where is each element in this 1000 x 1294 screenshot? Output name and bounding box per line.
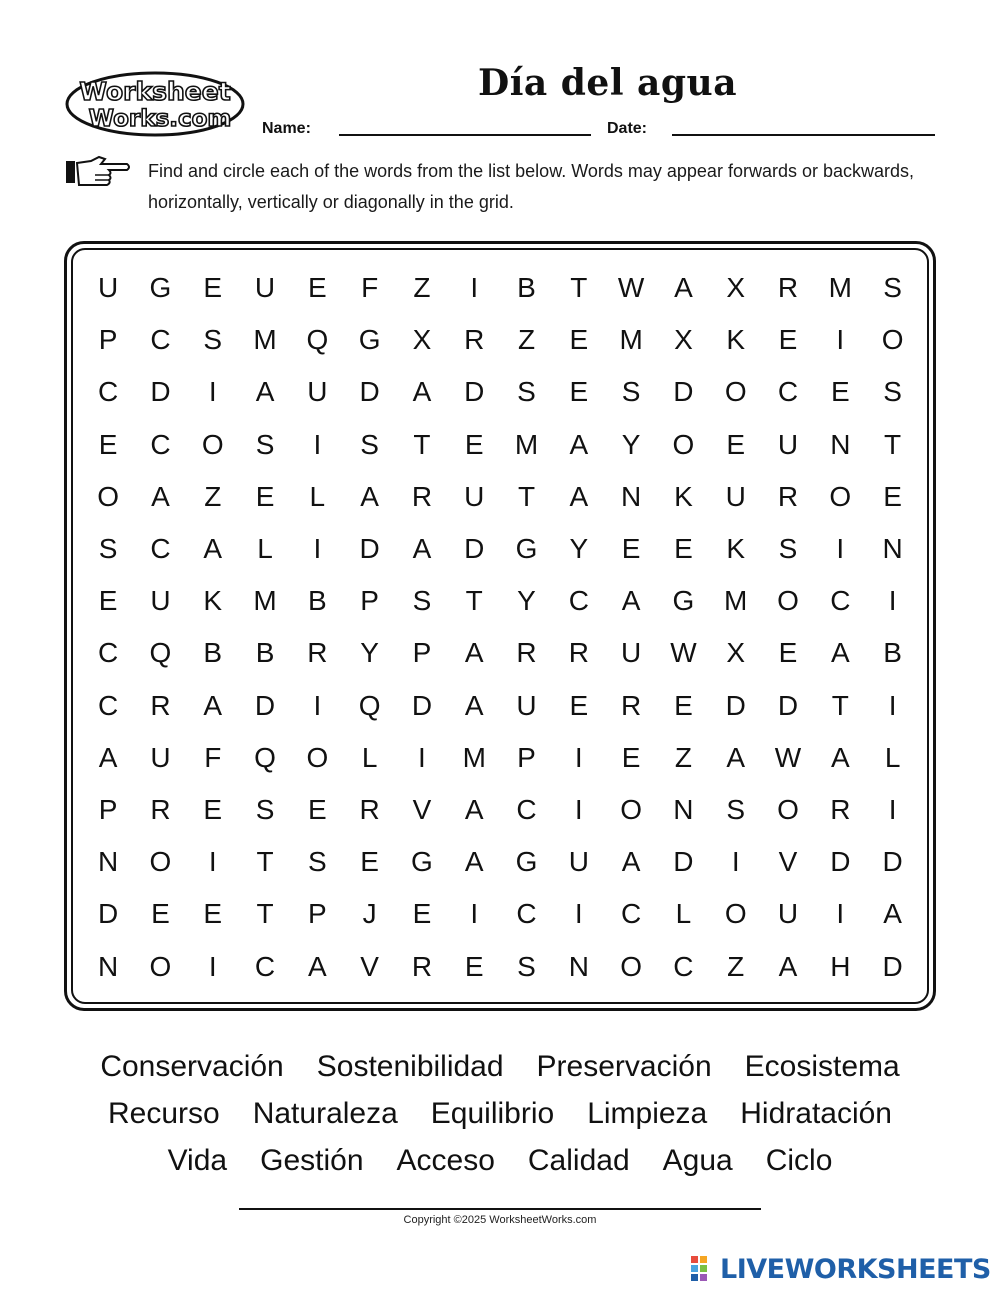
grid-letter[interactable]: L xyxy=(257,533,273,565)
word-search-grid[interactable] xyxy=(82,262,920,992)
grid-letter[interactable]: E xyxy=(151,898,170,930)
grid-letter[interactable]: G xyxy=(358,324,381,356)
grid-letter[interactable]: E xyxy=(674,689,693,721)
grid-letter[interactable]: D xyxy=(882,950,903,982)
grid-letter[interactable]: O xyxy=(829,480,852,512)
grid-letter[interactable]: X xyxy=(412,324,432,356)
word-list xyxy=(50,1043,950,1184)
grid-letter[interactable]: M xyxy=(462,741,486,773)
grid-letter[interactable]: I xyxy=(836,898,845,930)
grid-letter[interactable]: O xyxy=(620,950,642,982)
grid-letter[interactable]: R xyxy=(777,480,799,512)
grid-letter[interactable]: I xyxy=(574,793,583,825)
grid-letter[interactable]: T xyxy=(256,846,274,878)
grid-letter[interactable]: I xyxy=(888,793,897,825)
grid-letter[interactable]: A xyxy=(203,689,223,721)
grid-letter[interactable]: D xyxy=(464,376,485,408)
grid-letter[interactable]: T xyxy=(570,272,588,304)
liveworksheets-logo-icon xyxy=(690,1255,716,1283)
grid-letter[interactable]: H xyxy=(830,950,851,982)
page-title: Día del agua xyxy=(478,62,738,104)
grid-letter[interactable]: F xyxy=(204,741,222,773)
grid-letter[interactable]: M xyxy=(828,272,852,304)
grid-letter[interactable]: E xyxy=(830,376,850,408)
grid-letter[interactable]: D xyxy=(673,376,694,408)
grid-letter[interactable]: V xyxy=(412,793,432,825)
grid-letter[interactable]: W xyxy=(617,272,645,304)
grid-letter[interactable]: S xyxy=(98,533,118,565)
grid-letter[interactable]: O xyxy=(777,793,799,825)
grid-letter[interactable]: S xyxy=(517,950,536,982)
grid-letter[interactable]: O xyxy=(777,585,799,617)
grid-letter[interactable]: P xyxy=(517,741,536,773)
grid-letter[interactable]: N xyxy=(830,428,851,460)
word-list-item: Hidratación xyxy=(740,1097,892,1130)
grid-letter[interactable]: E xyxy=(307,793,327,825)
grid-letter[interactable]: A xyxy=(464,689,484,721)
grid-letter[interactable]: D xyxy=(725,689,746,721)
word-list-item: Gestión xyxy=(260,1144,364,1177)
grid-letter[interactable]: A xyxy=(569,428,589,460)
grid-letter[interactable]: L xyxy=(675,898,692,930)
grid-letter[interactable]: Z xyxy=(413,272,431,304)
grid-letter[interactable]: E xyxy=(674,533,693,565)
grid-letter[interactable]: C xyxy=(621,898,642,930)
grid-letter[interactable]: T xyxy=(831,689,849,721)
grid-letter[interactable]: M xyxy=(619,324,643,356)
grid-letter[interactable]: U xyxy=(307,376,328,408)
grid-letter[interactable]: E xyxy=(621,741,641,773)
grid-letter[interactable]: X xyxy=(726,272,746,304)
grid-letter[interactable]: E xyxy=(203,793,223,825)
grid-letter[interactable]: Y xyxy=(569,533,589,565)
grid-letter[interactable]: A xyxy=(255,376,275,408)
grid-letter[interactable]: M xyxy=(724,585,748,617)
grid-letter[interactable]: I xyxy=(208,846,217,878)
date-field[interactable] xyxy=(672,134,935,136)
logo-line2: Works.com xyxy=(88,106,232,132)
grid-letter[interactable]: R xyxy=(411,480,433,512)
pointing-hand-icon xyxy=(65,155,131,189)
grid-letter[interactable]: A xyxy=(464,793,484,825)
grid-letter[interactable]: F xyxy=(361,272,379,304)
grid-letter[interactable]: U xyxy=(777,898,799,930)
grid-letter[interactable]: G xyxy=(672,585,695,617)
grid-letter[interactable]: X xyxy=(674,324,693,356)
grid-letter[interactable]: E xyxy=(569,689,589,721)
grid-letter[interactable]: I xyxy=(208,950,217,982)
grid-letter[interactable]: A xyxy=(621,846,641,878)
instructions-text: Find and circle each of the words from the list below. Words may appear forwards or backwards, horizontally, vertically or diagonally in the grid. xyxy=(148,161,915,212)
grid-letter[interactable]: Q xyxy=(358,689,381,721)
footer-divider xyxy=(239,1208,761,1210)
grid-letter[interactable]: R xyxy=(150,689,171,721)
grid-letter[interactable]: D xyxy=(98,898,119,930)
grid-letter[interactable]: A xyxy=(830,637,850,669)
grid-letter[interactable]: G xyxy=(149,272,172,304)
grid-letter[interactable]: A xyxy=(412,533,432,565)
grid-letter[interactable]: I xyxy=(888,585,897,617)
grid-letter[interactable]: E xyxy=(412,898,432,930)
grid-letter[interactable]: C xyxy=(150,428,171,460)
grid-letter[interactable]: B xyxy=(203,637,223,669)
grid-letter[interactable]: E xyxy=(255,480,275,512)
grid-letter[interactable]: Y xyxy=(517,585,536,617)
grid-letter[interactable]: A xyxy=(621,585,641,617)
grid-letter[interactable]: D xyxy=(359,376,380,408)
grid-letter[interactable]: I xyxy=(313,428,322,460)
grid-letter[interactable]: D xyxy=(150,376,171,408)
word-list-item: Acceso xyxy=(396,1144,495,1177)
grid-letter[interactable]: A xyxy=(151,480,170,512)
grid-letter[interactable]: A xyxy=(464,846,484,878)
word-list-item: Limpieza xyxy=(587,1097,708,1130)
grid-letter[interactable]: C xyxy=(568,585,589,617)
grid-letter[interactable]: A xyxy=(412,376,432,408)
grid-letter[interactable]: X xyxy=(726,637,746,669)
grid-letter[interactable]: K xyxy=(203,585,223,617)
grid-letter[interactable]: O xyxy=(149,950,172,982)
grid-letter[interactable]: I xyxy=(836,533,845,565)
grid-letter[interactable]: R xyxy=(464,324,485,356)
grid-letter[interactable]: A xyxy=(883,898,902,930)
grid-letter[interactable]: I xyxy=(574,898,583,930)
grid-letter[interactable]: A xyxy=(203,533,223,565)
grid-letter[interactable]: N xyxy=(621,480,642,512)
word-list-item: Recurso xyxy=(107,1097,220,1130)
word-list-item: Equilibrio xyxy=(430,1097,555,1130)
grid-letter[interactable]: R xyxy=(307,637,328,669)
grid-letter[interactable]: E xyxy=(883,480,902,512)
grid-letter[interactable]: O xyxy=(201,428,224,460)
grid-letter[interactable]: E xyxy=(621,533,641,565)
grid-letter[interactable]: C xyxy=(254,950,276,982)
grid-letter[interactable]: T xyxy=(465,585,483,617)
word-list-item: Ciclo xyxy=(765,1144,833,1177)
name-label: Name: xyxy=(262,120,311,137)
grid-letter[interactable]: N xyxy=(882,533,903,565)
grid-letter[interactable]: A xyxy=(98,741,118,773)
grid-letter[interactable]: S xyxy=(412,585,432,617)
grid-letter[interactable]: O xyxy=(620,793,642,825)
word-list-item: Sostenibilidad xyxy=(316,1050,504,1083)
grid-letter[interactable]: C xyxy=(150,324,171,356)
grid-letter[interactable]: D xyxy=(359,533,380,565)
grid-letter[interactable]: C xyxy=(516,793,537,825)
word-list-item: Vida xyxy=(167,1144,228,1177)
grid-letter[interactable]: S xyxy=(883,272,902,304)
grid-letter[interactable]: S xyxy=(307,846,327,878)
word-list-item: Conservación xyxy=(100,1050,284,1083)
grid-letter[interactable]: D xyxy=(882,846,903,878)
grid-letter[interactable]: C xyxy=(98,637,119,669)
grid-letter[interactable]: Z xyxy=(674,741,692,773)
grid-letter[interactable]: G xyxy=(411,846,433,878)
grid-letter[interactable]: O xyxy=(97,480,120,512)
grid-letter[interactable]: I xyxy=(418,741,426,773)
grid-letter[interactable]: S xyxy=(883,376,902,408)
word-list-row xyxy=(50,1090,950,1137)
grid-letter[interactable]: S xyxy=(621,376,641,408)
grid-letter[interactable]: E xyxy=(203,272,223,304)
grid-letter[interactable]: O xyxy=(724,898,747,930)
word-list-row xyxy=(50,1043,950,1090)
grid-letter[interactable]: I xyxy=(208,376,217,408)
grid-letter[interactable]: I xyxy=(574,741,583,773)
grid-letter[interactable]: V xyxy=(778,846,798,878)
grid-letter[interactable]: P xyxy=(307,898,327,930)
grid-letter[interactable]: M xyxy=(253,585,277,617)
grid-letter[interactable]: Y xyxy=(621,428,641,460)
grid-letter[interactable]: I xyxy=(313,689,322,721)
grid-letter[interactable]: D xyxy=(673,846,694,878)
grid-letter[interactable]: U xyxy=(150,585,171,617)
grid-letter[interactable]: B xyxy=(883,637,902,669)
grid-letter[interactable]: T xyxy=(256,898,274,930)
grid-letter[interactable]: T xyxy=(884,428,902,460)
grid-letter[interactable]: U xyxy=(150,741,171,773)
grid-letter[interactable]: S xyxy=(203,324,223,356)
grid-letter[interactable]: Z xyxy=(517,324,536,356)
grid-letter[interactable]: K xyxy=(726,533,746,565)
grid-letter[interactable]: G xyxy=(515,533,538,565)
grid-letter[interactable]: A xyxy=(778,950,798,982)
word-list-item: Calidad xyxy=(527,1144,630,1177)
grid-letter[interactable]: E xyxy=(464,950,484,982)
grid-letter[interactable]: E xyxy=(778,637,798,669)
grid-letter[interactable]: S xyxy=(360,428,379,460)
grid-letter[interactable]: B xyxy=(517,272,536,304)
grid-letter[interactable]: P xyxy=(98,324,118,356)
grid-letter[interactable]: Z xyxy=(204,480,222,512)
grid-letter[interactable]: P xyxy=(412,637,432,669)
word-list-item: Naturaleza xyxy=(252,1097,398,1130)
name-field[interactable] xyxy=(339,134,591,136)
grid-letter[interactable]: E xyxy=(98,428,118,460)
grid-letter[interactable]: I xyxy=(470,898,479,930)
word-list-item: Preservación xyxy=(536,1050,712,1083)
grid-letter[interactable]: Q xyxy=(254,741,276,773)
grid-letter[interactable]: A xyxy=(307,950,327,982)
grid-letter[interactable]: Z xyxy=(727,950,745,982)
grid-letter[interactable]: O xyxy=(149,846,172,878)
grid-letter[interactable]: S xyxy=(255,793,275,825)
grid-letter[interactable]: O xyxy=(881,324,904,356)
grid-letter[interactable]: K xyxy=(726,324,746,356)
grid-letter[interactable]: U xyxy=(98,272,119,304)
date-label: Date: xyxy=(607,120,648,137)
word-list-item: Agua xyxy=(662,1144,733,1177)
grid-letter[interactable]: A xyxy=(360,480,379,512)
word-list-row xyxy=(50,1137,950,1184)
grid-letter[interactable]: M xyxy=(514,428,539,460)
grid-letter[interactable]: C xyxy=(516,898,537,930)
grid-letter[interactable]: P xyxy=(360,585,379,617)
grid-letter[interactable]: C xyxy=(673,950,694,982)
grid-letter[interactable]: E xyxy=(98,585,118,617)
grid-letter[interactable]: R xyxy=(568,637,589,669)
grid-letter[interactable]: L xyxy=(884,741,901,773)
grid-letter[interactable]: U xyxy=(621,637,642,669)
grid-letter[interactable]: E xyxy=(464,428,484,460)
grid-letter[interactable]: I xyxy=(836,324,845,356)
grid-letter[interactable]: C xyxy=(830,585,851,617)
grid-letter[interactable]: L xyxy=(309,480,326,512)
grid-letter[interactable]: C xyxy=(98,376,119,408)
grid-letter[interactable]: E xyxy=(778,324,798,356)
brand-text: LIVEWORKSHEETS xyxy=(720,1253,991,1285)
grid-letter[interactable]: S xyxy=(778,533,798,565)
grid-letter[interactable]: U xyxy=(777,428,799,460)
grid-letter[interactable]: T xyxy=(517,480,536,512)
copyright-text: Copyright ©2025 WorksheetWorks.com xyxy=(403,1214,597,1226)
grid-letter[interactable]: I xyxy=(731,846,740,878)
grid-letter[interactable]: U xyxy=(516,689,537,721)
grid-letter[interactable]: B xyxy=(255,637,275,669)
grid-letter[interactable]: C xyxy=(150,533,171,565)
grid-letter[interactable]: O xyxy=(306,741,329,773)
grid-letter[interactable]: N xyxy=(568,950,589,982)
grid-letter[interactable]: D xyxy=(777,689,799,721)
grid-letter[interactable]: D xyxy=(464,533,485,565)
grid-letter[interactable]: E xyxy=(307,272,327,304)
grid-letter[interactable]: R xyxy=(830,793,851,825)
grid-letter[interactable]: U xyxy=(254,272,276,304)
grid-letter[interactable]: W xyxy=(774,741,802,773)
grid-letter[interactable]: Y xyxy=(360,637,379,669)
grid-letter[interactable]: U xyxy=(725,480,746,512)
grid-letter[interactable]: W xyxy=(670,637,697,669)
worksheetworks-logo xyxy=(64,66,246,138)
grid-letter[interactable]: N xyxy=(98,846,119,878)
grid-letter[interactable]: D xyxy=(411,689,433,721)
grid-letter[interactable]: L xyxy=(361,741,378,773)
grid-letter[interactable]: S xyxy=(726,793,746,825)
grid-letter[interactable]: M xyxy=(253,324,277,356)
grid-letter[interactable]: S xyxy=(517,376,536,408)
grid-letter[interactable]: R xyxy=(621,689,642,721)
grid-letter[interactable]: E xyxy=(569,376,589,408)
grid-letter[interactable]: I xyxy=(470,272,479,304)
grid-letter[interactable]: E xyxy=(360,846,379,878)
liveworksheets-brand[interactable] xyxy=(690,1251,991,1287)
grid-letter[interactable]: O xyxy=(724,376,747,408)
grid-letter[interactable]: R xyxy=(359,793,380,825)
grid-letter[interactable]: E xyxy=(569,324,589,356)
grid-letter[interactable]: Q xyxy=(306,324,329,356)
grid-letter[interactable]: I xyxy=(313,533,322,565)
grid-letter[interactable]: Q xyxy=(149,637,172,669)
grid-letter[interactable]: B xyxy=(307,585,327,617)
grid-letter[interactable]: S xyxy=(255,428,275,460)
grid-letter[interactable]: J xyxy=(362,898,377,930)
grid-letter[interactable]: U xyxy=(464,480,485,512)
grid-letter[interactable]: E xyxy=(726,428,746,460)
grid-letter[interactable]: R xyxy=(411,950,433,982)
grid-letter[interactable]: I xyxy=(888,689,897,721)
grid-letter[interactable]: T xyxy=(413,428,431,460)
word-list-item: Ecosistema xyxy=(744,1050,900,1083)
grid-letter[interactable]: A xyxy=(830,741,850,773)
grid-letter[interactable]: V xyxy=(360,950,379,982)
logo-line1: Worksheet xyxy=(79,77,231,106)
grid-letter[interactable]: D xyxy=(830,846,851,878)
grid-letter[interactable]: P xyxy=(98,793,118,825)
grid-letter[interactable]: A xyxy=(569,480,589,512)
grid-letter[interactable]: K xyxy=(674,480,693,512)
grid-letter[interactable]: N xyxy=(98,950,119,982)
grid-letter[interactable]: O xyxy=(672,428,695,460)
grid-letter[interactable]: U xyxy=(568,846,589,878)
grid-letter[interactable]: C xyxy=(777,376,799,408)
grid-letter[interactable]: R xyxy=(777,272,799,304)
grid-letter[interactable]: A xyxy=(464,637,484,669)
grid-letter[interactable]: E xyxy=(203,898,223,930)
grid-letter[interactable]: R xyxy=(516,637,537,669)
grid-letter[interactable]: G xyxy=(515,846,538,878)
grid-letter[interactable]: A xyxy=(674,272,693,304)
grid-letter[interactable]: A xyxy=(726,741,746,773)
grid-letter[interactable]: C xyxy=(98,689,119,721)
grid-letter[interactable]: R xyxy=(150,793,171,825)
grid-letter[interactable]: D xyxy=(254,689,276,721)
grid-letter[interactable]: N xyxy=(673,793,694,825)
